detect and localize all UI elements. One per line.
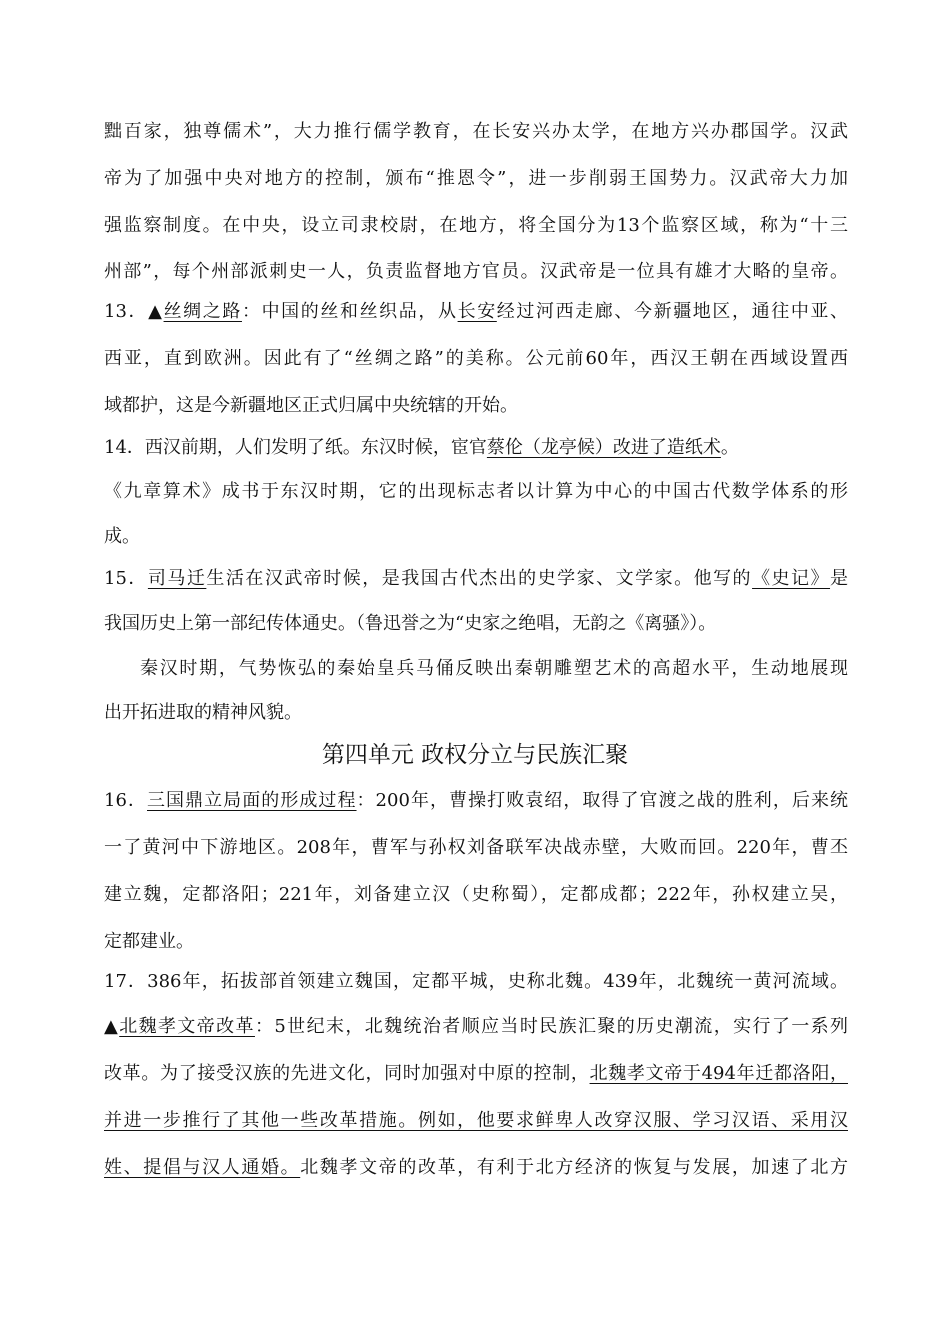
key-term-xiaowen-reform: 北魏孝文帝改革 <box>119 1016 255 1037</box>
qin-paragraph-line-2: 出开拓进取的精神风貌。 <box>104 702 302 723</box>
text-span: ：200年，曹操打败袁绍，取得了官渡之战的胜利，后来统 <box>356 790 848 811</box>
item-16-line-2: 一了黄河中下游地区。208年，曹军与孙权刘备联军决战赤壁，大败而回。220年，曹丕 <box>104 837 848 858</box>
item-number: 15． <box>104 568 148 589</box>
item-14-line-3: 成。 <box>104 526 140 547</box>
paragraph-line: 强监察制度。在中央，设立司隶校尉，在地方，将全国分为13个监察区域，称为“十三 <box>104 215 848 236</box>
item-number: 16． <box>104 790 147 811</box>
key-term-silk-road: 丝绸之路 <box>163 301 242 322</box>
item-13-line-1 <box>104 298 848 326</box>
item-14-line-2: 《九章算术》成书于东汉时期，它的出现标志者以计算为中心的中国古代数学体系的形 <box>104 481 848 502</box>
item-15-line-1 <box>104 565 848 593</box>
paragraph-line: 帝为了加强中央对地方的控制，颁布“推恩令”，进一步削弱王国势力。汉武帝大力加 <box>104 168 848 189</box>
text-span: ：5世纪末，北魏统治者顺应当时民族汇聚的历史潮流，实行了一系列 <box>254 1016 849 1037</box>
key-term-shiji: 《史记》 <box>752 568 831 589</box>
text-span: ：中国的丝和丝织品，从 <box>241 301 458 322</box>
item-16-line-1 <box>104 787 848 815</box>
item-17-line-2 <box>104 1013 848 1041</box>
item-16-line-4: 定都建业。 <box>104 931 194 952</box>
item-13-line-2: 西亚，直到欧洲。因此有了“丝绸之路”的美称。公元前60年，西汉王朝在西域设置西 <box>104 348 848 369</box>
paragraph-line: 黜百家，独尊儒术”，大力推行儒学教育，在长安兴办太学，在地方兴办郡国学。汉武 <box>104 121 848 142</box>
item-17-line-3 <box>104 1060 848 1088</box>
text-span: 生活在汉武帝时候，是我国古代杰出的史学家、文学家。他写的 <box>206 568 753 589</box>
underlined-text: 北魏孝文帝于494年迁都洛阳， <box>589 1063 848 1084</box>
unit-heading: 第四单元 政权分立与民族汇聚 <box>321 742 629 768</box>
item-17-line-4: 并进一步推行了其他一些改革措施。例如，他要求鲜卑人改穿汉服、学习汉语、采用汉 <box>104 1110 848 1131</box>
text-span: 北魏孝文帝的改革，有利于北方经济的恢复与发展，加速了北方 <box>300 1157 848 1178</box>
triangle-marker: ▲ <box>104 1016 120 1037</box>
key-term-changan: 长安 <box>457 301 497 322</box>
item-16-line-3: 建立魏，定都洛阳；221年，刘备建立汉（史称蜀），定都成都；222年，孙权建立吴， <box>104 884 848 905</box>
item-13-line-3: 域都护，这是今新疆地区正式归属中央统辖的开始。 <box>104 395 518 416</box>
item-14-line-1 <box>104 434 848 462</box>
item-number: 13．▲ <box>104 301 164 322</box>
key-term-sima-qian: 司马迁 <box>147 568 207 589</box>
text-span: 。 <box>720 437 739 458</box>
text-span: 经过河西走廊、今新疆地区，通往中亚、 <box>496 301 849 322</box>
qin-paragraph-line-1: 秦汉时期，气势恢弘的秦始皇兵马俑反映出秦朝雕塑艺术的高超水平，生动地展现 <box>140 658 848 679</box>
item-17-line-5 <box>104 1154 848 1182</box>
item-15-line-2: 我国历史上第一部纪传体通史。（鲁迅誉之为“史家之绝唱，无韵之《离骚》）。 <box>104 613 717 634</box>
underlined-text: 姓、提倡与汉人通婚。 <box>104 1157 301 1178</box>
key-term-three-kingdoms: 三国鼎立局面的形成过程 <box>147 790 357 811</box>
text-span: 改革。为了接受汉族的先进文化，同时加强对中原的控制， <box>104 1063 590 1084</box>
key-term-cai-lun: 蔡伦（龙亭候）改进了造纸术 <box>486 437 721 458</box>
text-span: 是 <box>830 568 849 589</box>
paragraph-line: 州部”，每个州部派刺史一人，负责监督地方官员。汉武帝是一位具有雄才大略的皇帝。 <box>104 261 848 282</box>
text-span: 14．西汉前期，人们发明了纸。东汉时候，宦官 <box>104 437 487 458</box>
item-17-line-1: 17．386年，拓拔部首领建立魏国，定都平城，史称北魏。439年，北魏统一黄河流域。 <box>104 971 848 992</box>
